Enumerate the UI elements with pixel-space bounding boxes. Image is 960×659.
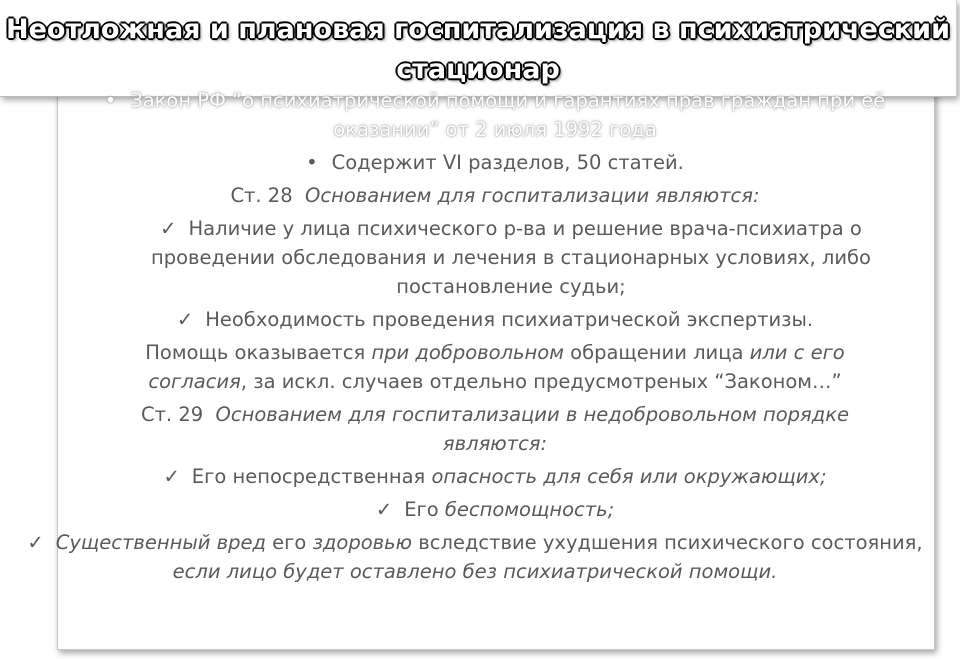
check-icon: ✓: [176, 308, 194, 331]
art29-item-3: [15, 528, 935, 586]
art29-number: Ст. 29: [140, 403, 204, 426]
art29-item-2-text-b: беспомощность;: [444, 498, 615, 521]
art29-item-1-text-b: опасность для себя или окружающих;: [431, 465, 827, 488]
slide-title: Неотложная и плановая госпитализация в психиатрический стационар: [5, 14, 951, 85]
check-icon: ✓: [160, 217, 177, 240]
help-text-5: , за искл. случаев отдельно предусмотреных “Законом…”: [240, 370, 842, 393]
law-line: [60, 86, 930, 144]
help-paragraph: [60, 338, 930, 396]
sections-line: [60, 148, 930, 177]
art28-number: Ст. 28: [230, 184, 293, 207]
art28-item-2-text: Необходимость проведения психиатрической экспертизы.: [205, 308, 814, 331]
art29-item-2: [60, 495, 930, 524]
art29-item-3-text-d: вследствие ухудшения психического состояния,: [412, 531, 923, 554]
title-bar: [0, 0, 957, 97]
check-icon: ✓: [163, 465, 180, 488]
check-icon: ✓: [27, 531, 44, 554]
art29-item-2-text-a: Его: [404, 498, 445, 521]
art29-item-1-text-a: Его непосредственная: [191, 465, 432, 488]
bullet: •: [306, 151, 318, 174]
check-icon: ✓: [375, 498, 393, 521]
art29-item-3-text-a: Существенный вред: [55, 531, 266, 554]
help-text-4: или с его согласия: [148, 341, 845, 393]
art29-item-1: [60, 462, 930, 491]
art28-item-2: [60, 305, 930, 334]
art28-heading: [60, 181, 930, 210]
art29-heading-text: Основанием для госпитализации в недобровольном порядке являются:: [215, 403, 850, 455]
help-text-1: Помощь оказывается: [145, 341, 372, 364]
bullet: •: [104, 89, 117, 112]
law-text: Закон РФ “о психиатрической помощи и гарантиях прав граждан при её оказании” от 2 июля 1992 года: [130, 89, 886, 141]
slide-body: [27, 84, 930, 586]
art28-heading-text: Основанием для госпитализации являются:: [305, 184, 760, 207]
art28-item-1: [60, 214, 930, 301]
art29-heading: [60, 400, 930, 458]
art29-item-3-text-e: если лицо будет оставлено без психиатрической помощи.: [172, 560, 778, 583]
help-text-3: обращении лица: [563, 341, 750, 364]
sections-text: Содержит VI разделов, 50 статей.: [331, 151, 684, 174]
help-text-2: при добровольном: [371, 341, 564, 364]
art28-item-1-text: Наличие у лица психического р-ва и решение врача-психиатра о проведении обследования и лечения в стационарных условиях, либо постановление судьи;: [150, 217, 871, 298]
art29-item-3-text-c: здоровью: [312, 531, 413, 554]
art29-item-3-text-b: его: [265, 531, 313, 554]
